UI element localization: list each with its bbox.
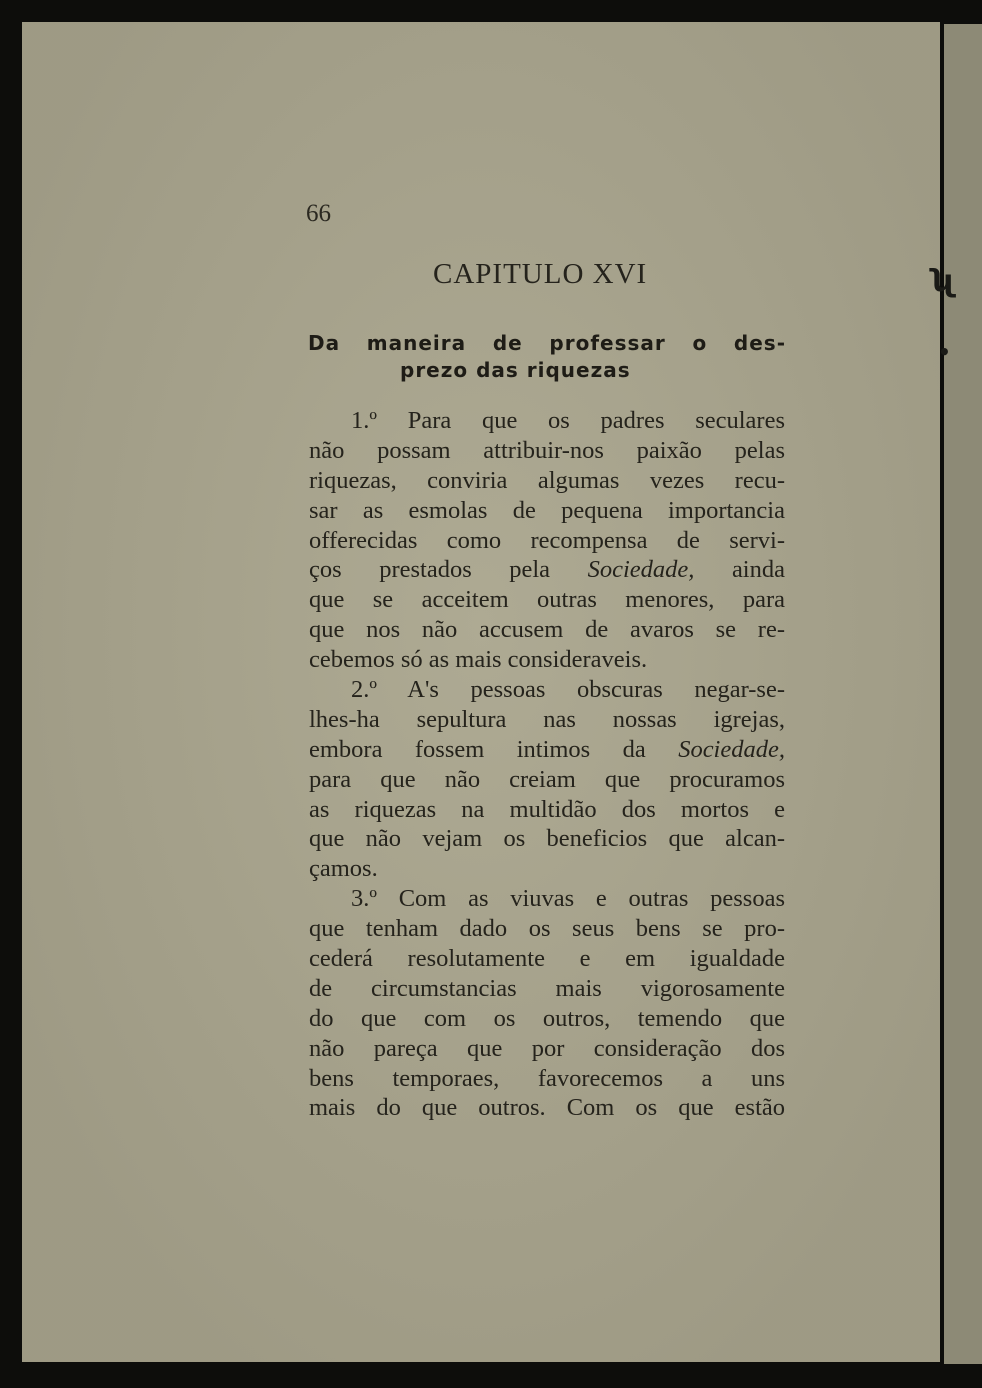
text-line bbox=[309, 735, 785, 765]
italic-word: Sociedade, bbox=[678, 735, 785, 763]
text-segment: ços prestados pela bbox=[309, 556, 588, 584]
text-line: lhes-ha sepultura nas nossas igrejas, bbox=[309, 705, 785, 733]
page-number: 66 bbox=[306, 200, 331, 227]
text-line: bens temporaes, favorecemos a uns bbox=[309, 1064, 785, 1092]
text-line: do que com os outros, temendo que bbox=[309, 1004, 785, 1032]
text-line: offerecidas como recompensa de servi- bbox=[309, 526, 785, 554]
text-line: que nos não accusem de avaros se re- bbox=[309, 616, 785, 644]
chapter-title: CAPITULO XVI bbox=[433, 258, 648, 290]
text-line: 3.º Com as viuvas e outras pessoas bbox=[351, 885, 785, 913]
text-line: cebemos só as mais consideraveis. bbox=[309, 646, 648, 674]
text-line bbox=[309, 555, 785, 585]
text-line: de circumstancias mais vigorosamente bbox=[309, 974, 785, 1002]
text-line: cederá resolutamente e em igualdade bbox=[309, 945, 785, 973]
text-line: 1.º Para que os padres seculares bbox=[351, 407, 785, 434]
margin-mark: ʯ bbox=[932, 264, 956, 299]
text-segment: embora fossem intimos da bbox=[309, 735, 679, 763]
adjacent-page-edge bbox=[932, 24, 982, 1364]
margin-dot: • bbox=[938, 340, 951, 364]
text-line: 2.º A's pessoas obscuras negar-se- bbox=[351, 676, 785, 704]
text-line: as riquezas na multidão dos mortos e bbox=[309, 795, 785, 823]
text-line: não pareça que por consideração dos bbox=[309, 1034, 785, 1062]
section-title bbox=[308, 330, 786, 384]
text-line: çamos. bbox=[309, 855, 378, 883]
body-text bbox=[309, 406, 785, 1123]
text-segment: ainda bbox=[694, 556, 785, 584]
text-line: que tenham dado os seus bens se pro- bbox=[309, 915, 785, 943]
italic-word: Sociedade, bbox=[587, 556, 695, 584]
text-line: não possam attribuir-nos paixão pelas bbox=[309, 436, 785, 464]
text-line: riquezas, conviria algumas vezes recu- bbox=[309, 466, 785, 494]
section-title-line-2: prezo das riquezas bbox=[400, 358, 631, 382]
text-line: mais do que outros. Com os que estão bbox=[309, 1094, 785, 1122]
text-line: sar as esmolas de pequena importancia bbox=[309, 496, 785, 524]
section-title-line-1: Da maneira de professar o des- bbox=[308, 331, 786, 355]
text-line: que se acceitem outras menores, para bbox=[309, 586, 785, 614]
text-line: para que não creiam que procuramos bbox=[309, 765, 785, 793]
text-line: que não vejam os beneficios que alcan- bbox=[309, 825, 785, 853]
